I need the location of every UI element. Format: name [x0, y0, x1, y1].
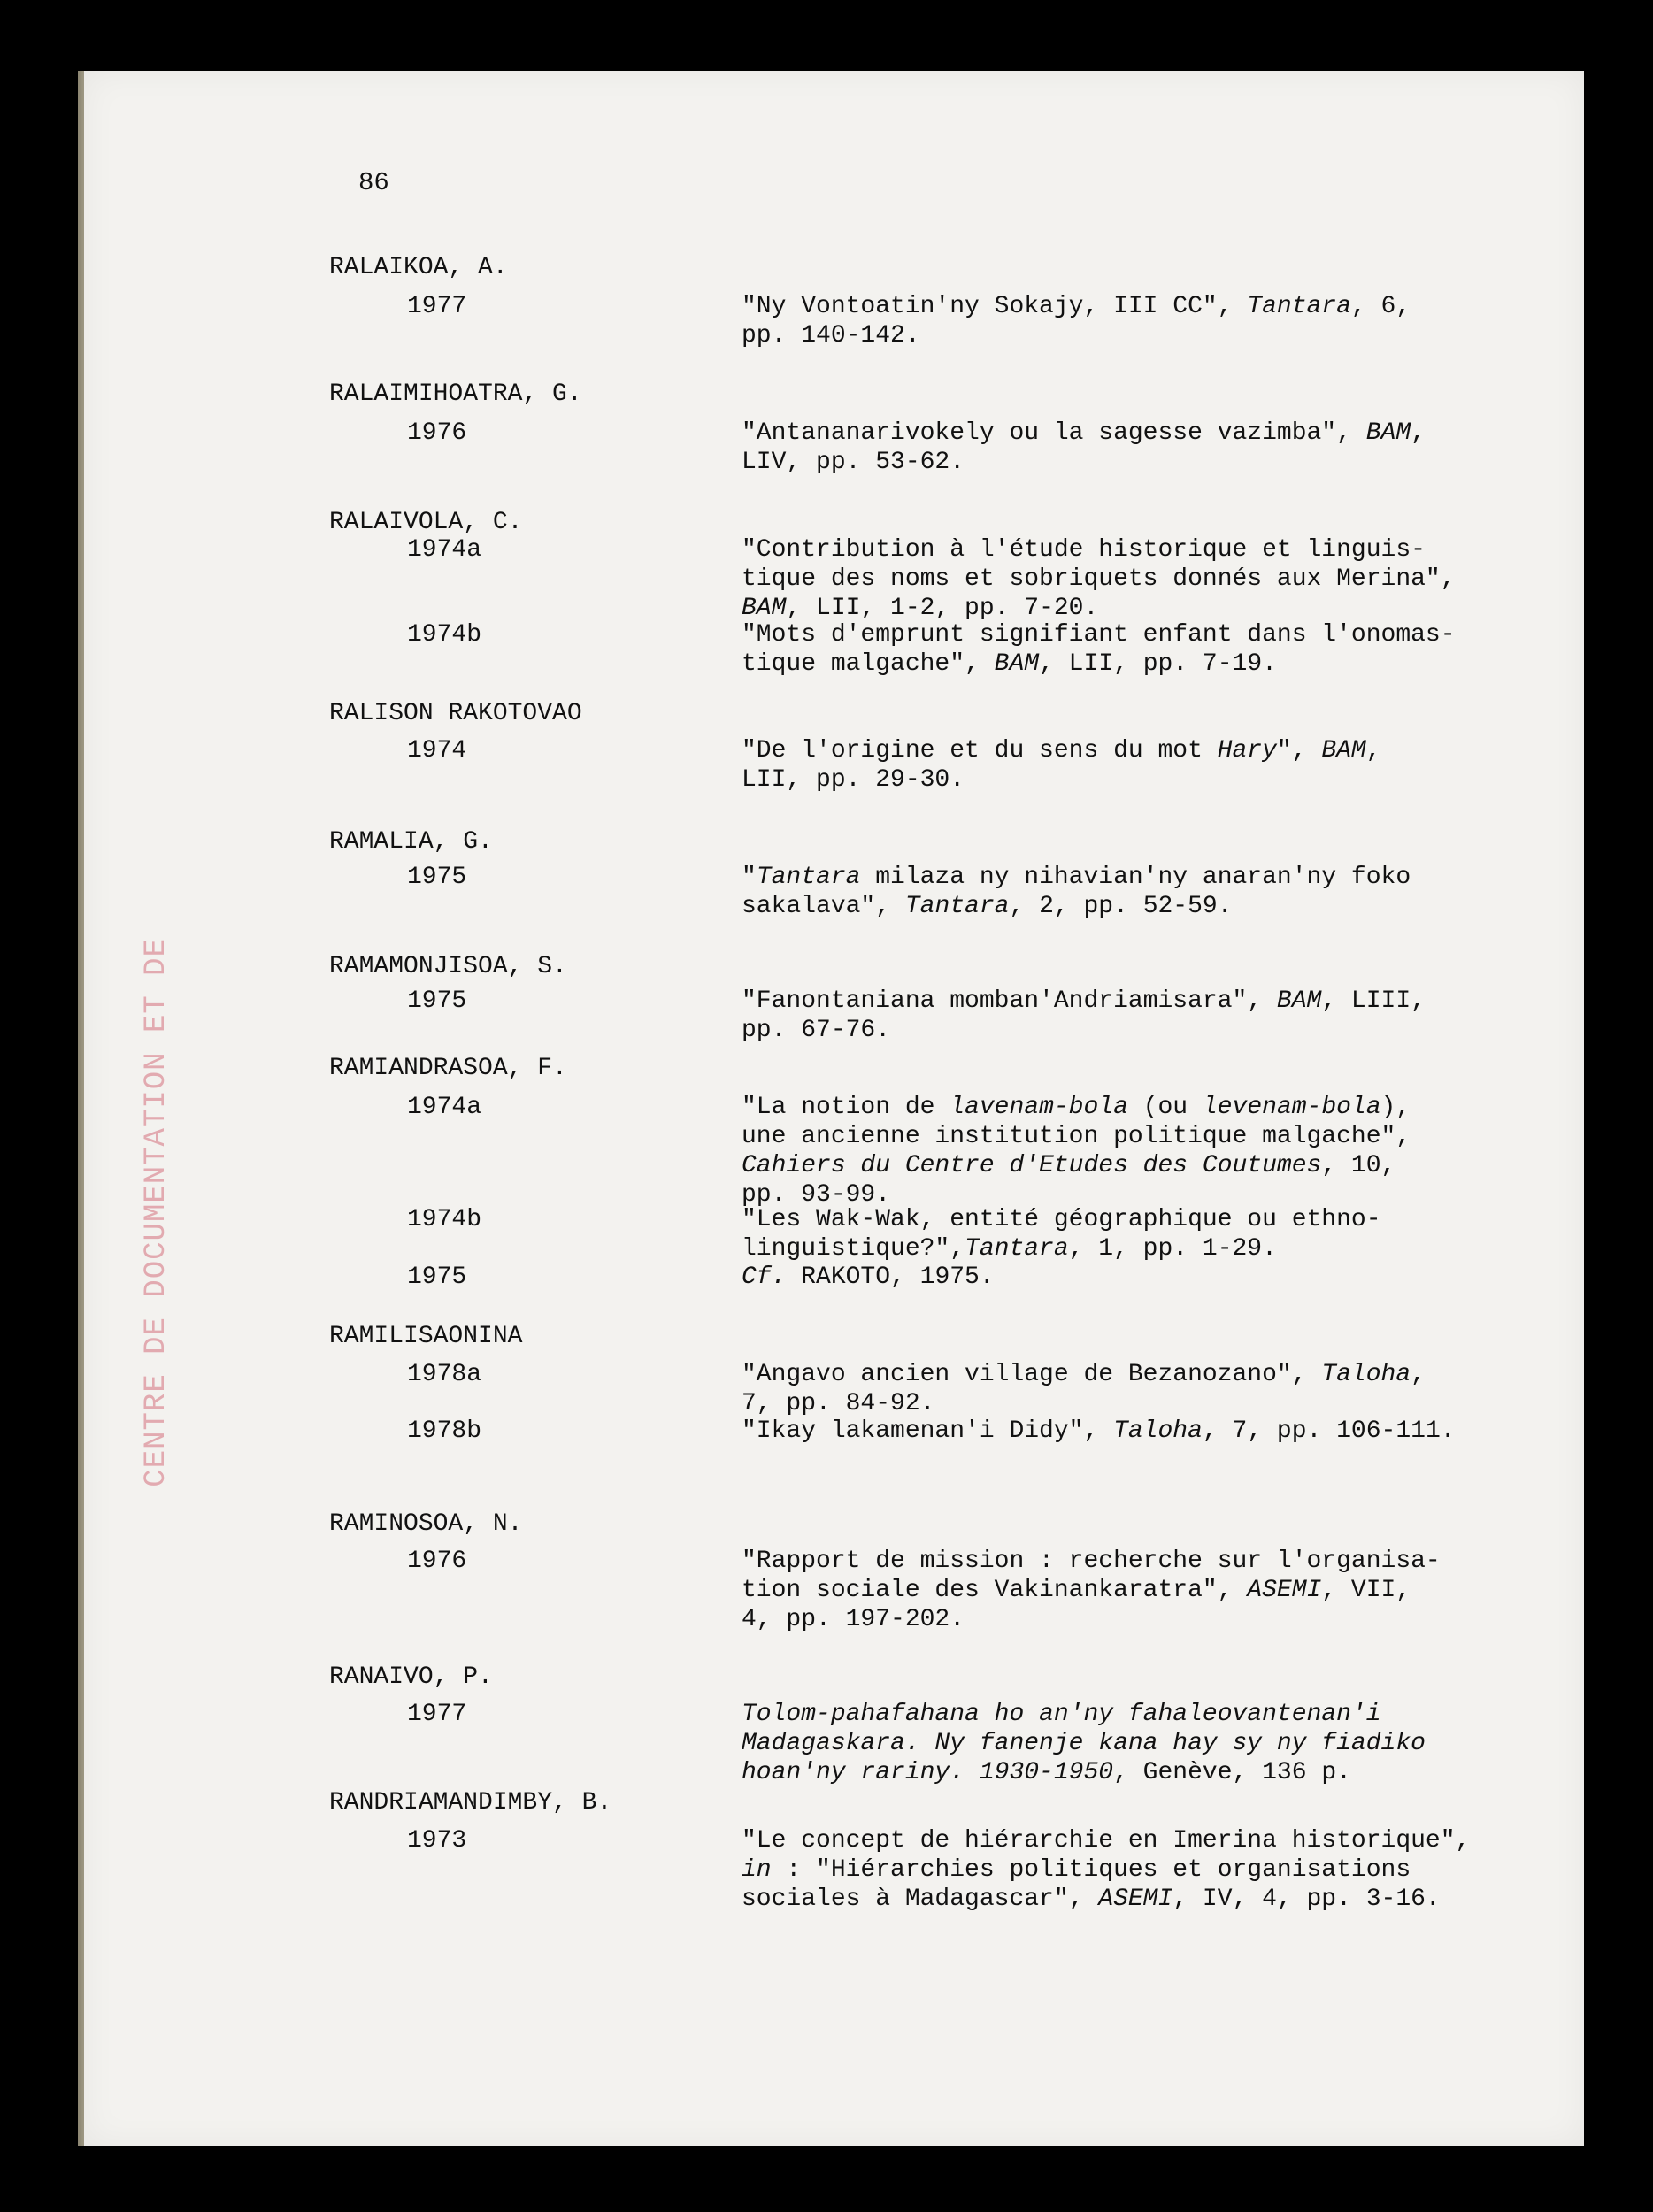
entry-reference: [742, 1547, 1458, 1634]
entry-year: 1975: [407, 987, 467, 1015]
entry-author: RALISON RAKOTOVAO: [329, 700, 582, 727]
reference-line: in : "Hiérarchies politiques et organisations: [742, 1856, 1411, 1884]
entry-reference: [742, 419, 1458, 477]
reference-line: Cf. RAKOTO, 1975.: [742, 1263, 995, 1291]
entry-author: RALAIVOLA, C.: [329, 509, 523, 536]
reference-line: LII, pp. 29-30.: [742, 766, 965, 794]
reference-line: pp. 140-142.: [742, 322, 920, 349]
reference-line: tique malgache", BAM, LII, pp. 7-19.: [742, 650, 1277, 678]
reference-line: "Tantara milaza ny nihavian'ny anaran'ny foko: [742, 864, 1411, 891]
reference-line: linguistique?",Tantara, 1, pp. 1-29.: [742, 1235, 1277, 1263]
reference-line: "Les Wak-Wak, entité géographique ou ethno-: [742, 1206, 1381, 1233]
entry-year: 1974b: [407, 1206, 482, 1233]
entry-author: RALAIMIHOATRA, G.: [329, 380, 582, 408]
reference-line: Tolom-pahafahana ho an'ny fahaleovantenan'i: [742, 1701, 1381, 1728]
entry-reference: [742, 620, 1458, 679]
entry-author: RAMIANDRASOA, F.: [329, 1055, 567, 1082]
reference-line: pp. 93-99.: [742, 1181, 891, 1209]
entry-year: 1978b: [407, 1417, 482, 1445]
reference-line: sociales à Madagascar", ASEMI, IV, 4, pp. 3-16.: [742, 1886, 1441, 1913]
entry-author: RANAIVO, P.: [329, 1663, 493, 1691]
reference-line: "Contribution à l'étude historique et linguis-: [742, 536, 1426, 564]
reference-line: BAM, LII, 1-2, pp. 7-20.: [742, 595, 1099, 622]
entry-year: 1974a: [407, 536, 482, 564]
entry-reference: [742, 1826, 1471, 1914]
entry-year: 1975: [407, 1263, 467, 1291]
reference-line: "Mots d'emprunt signifiant enfant dans l'onomas-: [742, 621, 1456, 649]
entry-reference: [742, 1263, 1458, 1292]
reference-line: LIV, pp. 53-62.: [742, 449, 965, 476]
entry-reference: [742, 535, 1458, 623]
entry-year: 1976: [407, 419, 467, 447]
reference-line: tion sociale des Vakinankaratra", ASEMI, VII,: [742, 1577, 1411, 1604]
entry-author: RAMAMONJISOA, S.: [329, 953, 567, 980]
reference-line: sakalava", Tantara, 2, pp. 52-59.: [742, 893, 1233, 920]
entry-author: RAMINOSOA, N.: [329, 1510, 523, 1538]
entry-year: 1974b: [407, 621, 482, 649]
entry-year: 1977: [407, 293, 467, 320]
entry-author: RAMALIA, G.: [329, 828, 493, 856]
entry-year: 1973: [407, 1827, 467, 1855]
entry-reference: [742, 1700, 1458, 1787]
entry-author: RALAIKOA, A.: [329, 254, 508, 281]
reference-line: "Antananarivokely ou la sagesse vazimba", BAM,: [742, 419, 1426, 447]
reference-line: "Le concept de hiérarchie en Imerina historique",: [742, 1827, 1471, 1855]
reference-line: pp. 67-76.: [742, 1017, 891, 1044]
entry-reference: [742, 863, 1458, 921]
entry-reference: [742, 1360, 1458, 1418]
entry-reference: [742, 1417, 1458, 1446]
reference-line: "Rapport de mission : recherche sur l'organisa-: [742, 1548, 1441, 1575]
entry-reference: [742, 1205, 1458, 1263]
reference-line: 4, pp. 197-202.: [742, 1606, 965, 1633]
entry-reference: [742, 292, 1458, 350]
entry-year: 1978a: [407, 1361, 482, 1388]
entry-year: 1977: [407, 1701, 467, 1728]
page-number: 86: [358, 168, 389, 197]
entry-author: RANDRIAMANDIMBY, B.: [329, 1789, 612, 1816]
entry-year: 1975: [407, 864, 467, 891]
reference-line: "Fanontaniana momban'Andriamisara", BAM, LIII,: [742, 987, 1426, 1015]
entry-reference: [742, 987, 1458, 1045]
entry-author: RAMILISAONINA: [329, 1323, 523, 1350]
reference-line: "Ny Vontoatin'ny Sokajy, III CC", Tantara, 6,: [742, 293, 1411, 320]
entry-reference: [742, 1093, 1458, 1210]
reference-line: Cahiers du Centre d'Etudes des Coutumes, 10,: [742, 1152, 1396, 1179]
entry-year: 1974a: [407, 1094, 482, 1121]
reference-line: tique des noms et sobriquets donnés aux Merina",: [742, 565, 1456, 593]
reference-line: "Ikay lakamenan'i Didy", Taloha, 7, pp. 106-111.: [742, 1417, 1456, 1445]
reference-line: une ancienne institution politique malgache",: [742, 1123, 1411, 1150]
reference-line: 7, pp. 84-92.: [742, 1390, 935, 1417]
reference-line: "De l'origine et du sens du mot Hary", BAM,: [742, 737, 1381, 764]
entry-reference: [742, 736, 1458, 795]
entry-year: 1974: [407, 737, 467, 764]
reference-line: "Angavo ancien village de Bezanozano", Taloha,: [742, 1361, 1426, 1388]
reference-line: hoan'ny rariny. 1930-1950, Genève, 136 p.: [742, 1759, 1351, 1786]
reference-line: "La notion de lavenam-bola (ou levenam-bola),: [742, 1094, 1411, 1121]
entry-year: 1976: [407, 1548, 467, 1575]
reference-line: Madagaskara. Ny fanenje kana hay sy ny fiadiko: [742, 1730, 1426, 1757]
